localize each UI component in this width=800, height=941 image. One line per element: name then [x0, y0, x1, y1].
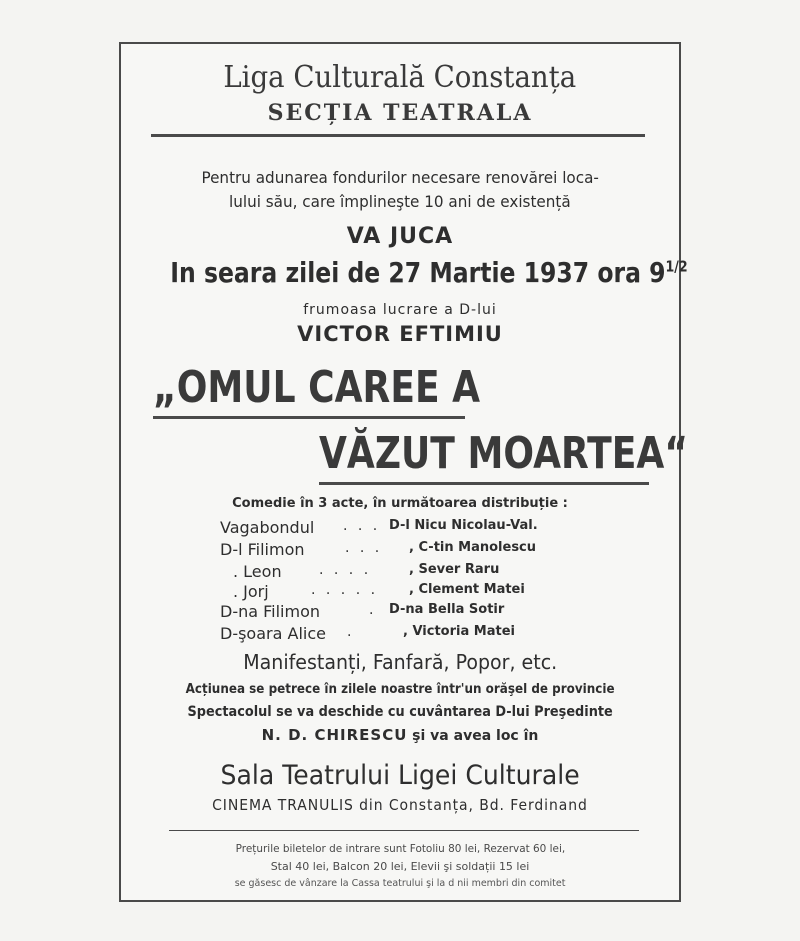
cast-actor: , Sever Raru: [409, 562, 500, 577]
cast-actor: D-l Nicu Nicolau-Val.: [389, 518, 538, 533]
genre-line: Comedie în 3 acte, în următoarea distribuție :: [232, 496, 568, 511]
author-name: VICTOR EFTIMIU: [297, 322, 503, 346]
org-name-text: Liga Culturală Constanța: [223, 60, 577, 95]
intro-line-2: [121, 192, 679, 211]
time-fraction: 1/2: [665, 257, 688, 276]
play-title-line-2-text: VĂZUT MOARTEA“: [319, 428, 689, 479]
cast-row: [121, 540, 679, 562]
cast-row: [121, 602, 679, 624]
prices-line-3-text: se găsesc de vânzare la Cassa teatrului şi la d nii membri din comitet: [234, 878, 566, 889]
spectacolul-line: [121, 704, 679, 720]
intro-line-1-text: Pentru adunarea fondurilor necesare renovărei loca-: [201, 168, 599, 187]
prices-line-2: [121, 860, 679, 873]
venue-name-text: Sala Teatrului Ligei Culturale: [220, 760, 580, 791]
cast-dots: . . .: [343, 518, 381, 534]
va-avea-text: şi va avea loc în: [412, 728, 539, 744]
cast-row: [121, 518, 679, 540]
org-name: [121, 60, 679, 95]
president-line: [121, 726, 679, 744]
header-divider: [151, 134, 645, 137]
play-title-line-1: [153, 362, 552, 413]
cast-row: [121, 562, 679, 584]
cast-dots: . . .: [345, 540, 383, 556]
footer-divider: [169, 830, 639, 831]
performance-date: [121, 256, 688, 289]
venue-name: [121, 760, 679, 791]
va-juca: VA JUCA: [346, 224, 454, 249]
title-underline-1: [153, 416, 465, 419]
prices-line-3: [121, 878, 679, 889]
performance-date-text: In seara zilei de 27 Martie 1937 ora 9: [170, 256, 666, 289]
lucrare-line: frumoasa lucrare a D-lui: [303, 302, 497, 318]
manifest-line: [121, 650, 679, 674]
president-name: N. D. CHIRESCU: [261, 726, 408, 744]
venue-address-text: CINEMA TRANULIS din Constanța, Bd. Ferdinand: [212, 796, 588, 814]
cast-dots: .: [347, 624, 355, 640]
cast-actor: , Victoria Matei: [403, 624, 515, 639]
section-title: SECȚIA TEATRALA: [267, 100, 533, 126]
cast-role: D-şoara Alice: [220, 624, 326, 643]
cast-actor: , Clement Matei: [409, 582, 525, 597]
manifest-text: Manifestanți, Fanfară, Popor, etc.: [243, 650, 557, 674]
cast-actor: , C-tin Manolescu: [409, 540, 537, 555]
actiunea-text: Acțiunea se petrece în zilele noastre într'un orăşel de provincie: [185, 682, 615, 697]
play-title-line-1-text: „OMUL CAREE A: [153, 362, 481, 413]
cast-actor: D-na Bella Sotir: [389, 602, 505, 617]
cast-dots: . . . . .: [311, 582, 379, 598]
intro-line-2-text: lului său, care împlineşte 10 ani de existență: [229, 192, 571, 211]
venue-address: [121, 796, 679, 814]
prices-line-1-text: Prețurile biletelor de intrare sunt Fotoliu 80 lei, Rezervat 60 lei,: [235, 842, 565, 855]
theatre-poster: [119, 42, 689, 902]
actiunea-line: [121, 682, 679, 697]
cast-role: Vagabondul: [220, 518, 315, 537]
play-title-line-2: [319, 428, 769, 479]
cast-role: . Leon: [233, 562, 282, 581]
cast-role: D-l Filimon: [220, 540, 305, 559]
spectacolul-text: Spectacolul se va deschide cu cuvântarea D-lui Preşedinte: [187, 704, 613, 720]
intro-line-1: [121, 168, 679, 187]
prices-line-1: [121, 842, 679, 855]
cast-role: D-na Filimon: [220, 602, 321, 621]
cast-row: [121, 624, 679, 646]
prices-line-2-text: Stal 40 lei, Balcon 20 lei, Elevii şi soldații 15 lei: [270, 860, 530, 873]
cast-dots: .: [369, 602, 377, 618]
cast-row: [121, 582, 679, 604]
title-underline-2: [319, 482, 649, 485]
cast-role: . Jorj: [233, 582, 269, 601]
cast-dots: . . . .: [319, 562, 372, 578]
